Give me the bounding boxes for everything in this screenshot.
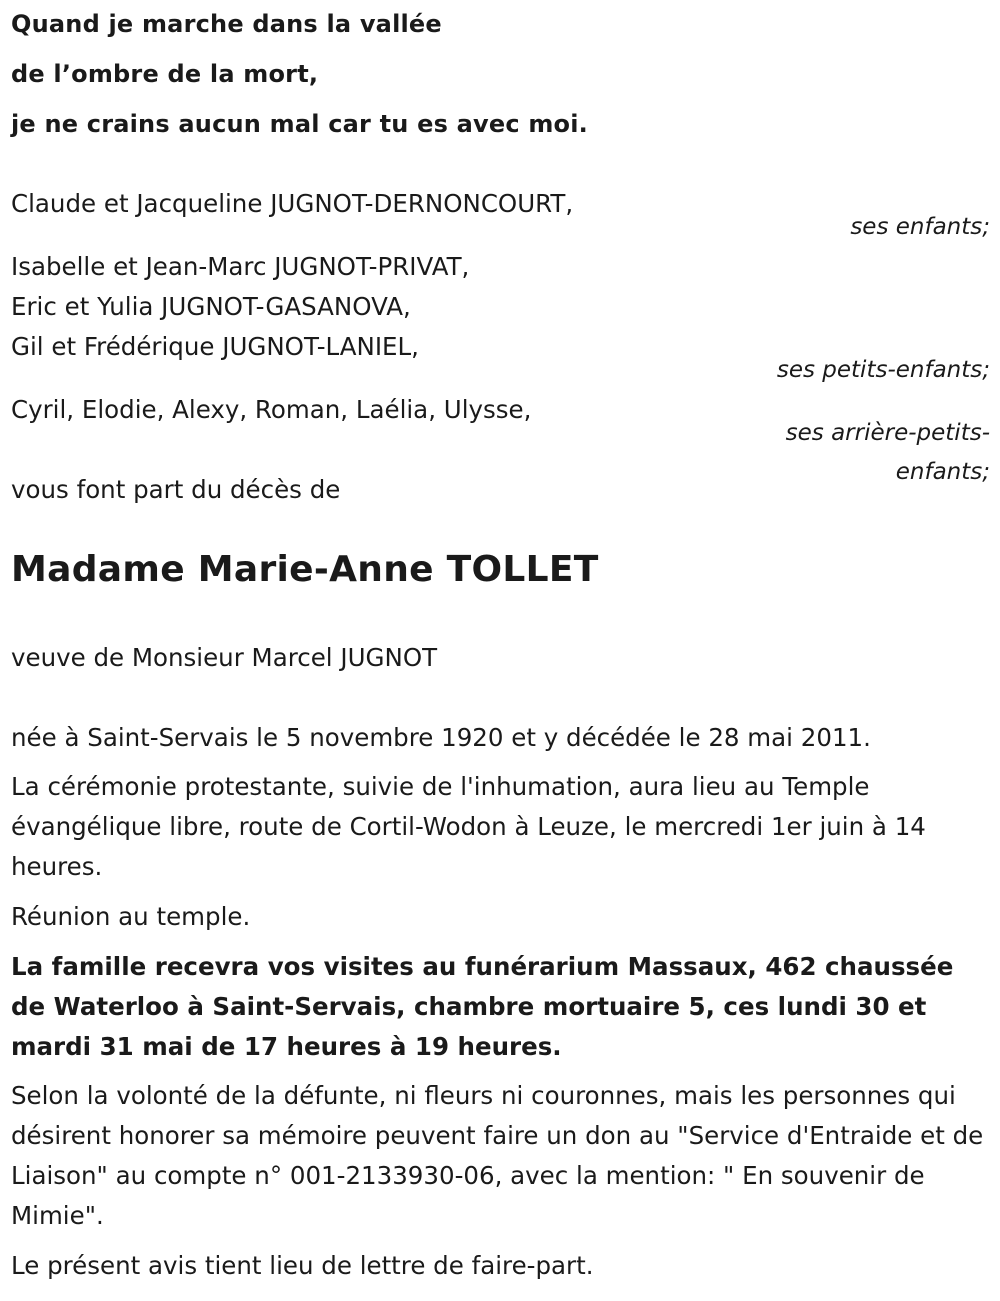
visits-paragraph: La famille recevra vos visites au funérarium Massaux, 462 chaussée de Waterloo à Saint-Servais, chambre mortuaire 5, ces lundi 30 et mardi 31 mai de 17 heures à 19 heures. bbox=[11, 952, 954, 1061]
deceased-name: Madame Marie-Anne TOLLET bbox=[11, 549, 599, 590]
great-grandchildren-names: Cyril, Elodie, Alexy, Roman, Laélia, Ulysse, bbox=[11, 395, 532, 424]
wishes-paragraph: Selon la volonté de la défunte, ni fleurs ni couronnes, mais les personnes qui désirent honorer sa mémoire peuvent faire un don au "Service d'Entraide et de Liaison" au compte n° 001-2133930-06, avec la mention: " En souvenir de Mimie". bbox=[11, 1081, 984, 1230]
great-grandchildren-role-line-1: ses arrière-petits- bbox=[785, 420, 990, 446]
birth-death-dates: née à Saint-Servais le 5 novembre 1920 et y décédée le 28 mai 2011. bbox=[11, 723, 871, 752]
verse-line-1: Quand je marche dans la vallée bbox=[11, 10, 442, 38]
great-grandchildren-role-line-2: enfants; bbox=[895, 459, 990, 485]
grandchildren-line-1: Isabelle et Jean-Marc JUGNOT-PRIVAT, bbox=[11, 252, 470, 281]
grandchildren-line-2: Eric et Yulia JUGNOT-GASANOVA, bbox=[11, 292, 411, 321]
verse-line-2: de l’ombre de la mort, bbox=[11, 60, 319, 88]
widow-of: veuve de Monsieur Marcel JUGNOT bbox=[11, 643, 438, 672]
ceremony-paragraph: La cérémonie protestante, suivie de l'inhumation, aura lieu au Temple évangélique libre, route de Cortil-Wodon à Leuze, le mercredi 1er juin à 14 heures. bbox=[11, 772, 926, 881]
children-role: ses enfants; bbox=[850, 214, 990, 240]
reunion-paragraph: Réunion au temple. bbox=[11, 902, 251, 931]
grandchildren-line-3: Gil et Frédérique JUGNOT-LANIEL, bbox=[11, 332, 419, 361]
announcement-text: vous font part du décès de bbox=[11, 475, 341, 504]
verse-line-3: je ne crains aucun mal car tu es avec moi. bbox=[11, 110, 588, 138]
closing-paragraph: Le présent avis tient lieu de lettre de faire-part. bbox=[11, 1251, 594, 1280]
children-names: Claude et Jacqueline JUGNOT-DERNONCOURT, bbox=[11, 189, 574, 218]
grandchildren-role: ses petits-enfants; bbox=[776, 357, 990, 383]
